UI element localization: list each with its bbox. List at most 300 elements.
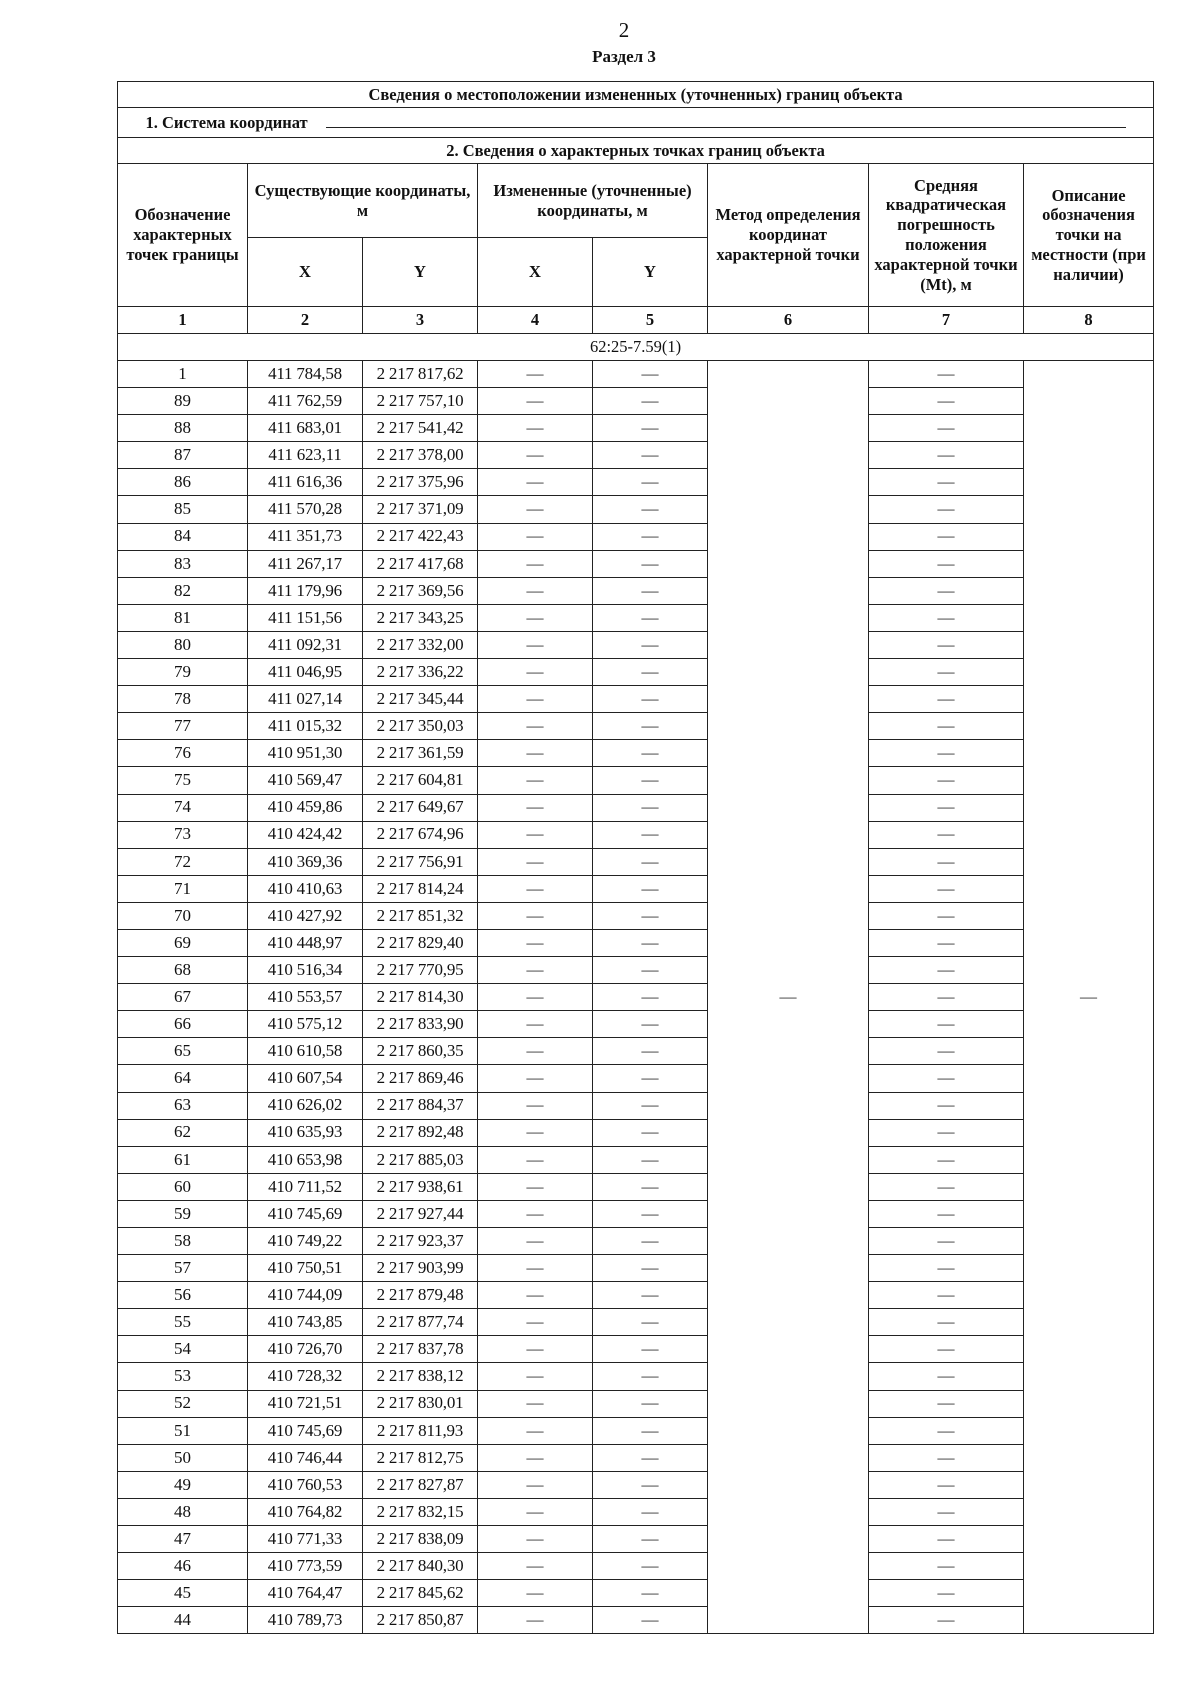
existing-x: 410 569,47	[248, 767, 363, 794]
existing-y: 2 217 371,09	[363, 496, 478, 523]
mean-error-dash: —	[869, 496, 1024, 523]
changed-y-dash: —	[593, 550, 708, 577]
point-number: 53	[118, 1363, 248, 1390]
mean-error-dash: —	[869, 415, 1024, 442]
existing-y: 2 217 336,22	[363, 659, 478, 686]
changed-y-dash: —	[593, 496, 708, 523]
point-number: 82	[118, 577, 248, 604]
existing-y: 2 217 674,96	[363, 821, 478, 848]
changed-x-dash: —	[478, 902, 593, 929]
existing-y: 2 217 343,25	[363, 604, 478, 631]
existing-x: 411 027,14	[248, 686, 363, 713]
existing-y: 2 217 757,10	[363, 388, 478, 415]
existing-x: 410 760,53	[248, 1471, 363, 1498]
mean-error-dash: —	[869, 984, 1024, 1011]
changed-y-dash: —	[593, 1255, 708, 1282]
changed-x-dash: —	[478, 740, 593, 767]
point-number: 80	[118, 631, 248, 658]
table-row	[118, 523, 1154, 550]
table-row	[118, 361, 1154, 388]
mean-error-dash: —	[869, 1065, 1024, 1092]
point-number: 50	[118, 1444, 248, 1471]
changed-y-dash: —	[593, 1526, 708, 1553]
mean-error-dash: —	[869, 1119, 1024, 1146]
point-number: 60	[118, 1173, 248, 1200]
mean-error-dash: —	[869, 550, 1024, 577]
mean-error-dash: —	[869, 902, 1024, 929]
existing-y: 2 217 361,59	[363, 740, 478, 767]
changed-y-dash: —	[593, 1390, 708, 1417]
point-number: 1	[118, 361, 248, 388]
existing-y: 2 217 850,87	[363, 1607, 478, 1634]
existing-y: 2 217 649,67	[363, 794, 478, 821]
point-number: 74	[118, 794, 248, 821]
existing-x: 410 771,33	[248, 1526, 363, 1553]
table-row	[118, 794, 1154, 821]
changed-y-dash: —	[593, 1228, 708, 1255]
changed-x-dash: —	[478, 1553, 593, 1580]
existing-x: 410 750,51	[248, 1255, 363, 1282]
description-dash: —	[1024, 361, 1154, 1634]
table-row	[118, 1336, 1154, 1363]
mean-error-dash: —	[869, 659, 1024, 686]
existing-x: 410 726,70	[248, 1336, 363, 1363]
changed-y-dash: —	[593, 659, 708, 686]
existing-x: 410 369,36	[248, 848, 363, 875]
existing-x: 411 570,28	[248, 496, 363, 523]
changed-y-dash: —	[593, 415, 708, 442]
changed-y-dash: —	[593, 1553, 708, 1580]
table-row	[118, 1498, 1154, 1525]
existing-y: 2 217 885,03	[363, 1146, 478, 1173]
changed-x-dash: —	[478, 1119, 593, 1146]
existing-x: 410 764,47	[248, 1580, 363, 1607]
mean-error-dash: —	[869, 875, 1024, 902]
changed-y-dash: —	[593, 821, 708, 848]
changed-y-dash: —	[593, 848, 708, 875]
changed-y-dash: —	[593, 1580, 708, 1607]
changed-y-dash: —	[593, 577, 708, 604]
column-number-6: 6	[708, 307, 869, 334]
point-number: 83	[118, 550, 248, 577]
changed-y-dash: —	[593, 1282, 708, 1309]
changed-x-dash: —	[478, 875, 593, 902]
existing-x: 411 179,96	[248, 577, 363, 604]
existing-x: 410 653,98	[248, 1146, 363, 1173]
changed-x-dash: —	[478, 713, 593, 740]
existing-y: 2 217 845,62	[363, 1580, 478, 1607]
existing-y: 2 217 833,90	[363, 1011, 478, 1038]
existing-y: 2 217 860,35	[363, 1038, 478, 1065]
existing-x: 410 553,57	[248, 984, 363, 1011]
point-number: 65	[118, 1038, 248, 1065]
mean-error-dash: —	[869, 523, 1024, 550]
mean-error-dash: —	[869, 957, 1024, 984]
point-number: 85	[118, 496, 248, 523]
point-number: 49	[118, 1471, 248, 1498]
changed-y-dash: —	[593, 1011, 708, 1038]
header-changed-x: X	[478, 238, 593, 307]
point-number: 78	[118, 686, 248, 713]
table-row	[118, 1607, 1154, 1634]
changed-x-dash: —	[478, 1092, 593, 1119]
mean-error-dash: —	[869, 1282, 1024, 1309]
changed-x-dash: —	[478, 1065, 593, 1092]
existing-y: 2 217 903,99	[363, 1255, 478, 1282]
point-number: 44	[118, 1607, 248, 1634]
changed-x-dash: —	[478, 984, 593, 1011]
changed-x-dash: —	[478, 1282, 593, 1309]
existing-x: 410 459,86	[248, 794, 363, 821]
table-row	[118, 1553, 1154, 1580]
mean-error-dash: —	[869, 740, 1024, 767]
changed-y-dash: —	[593, 767, 708, 794]
point-number: 75	[118, 767, 248, 794]
changed-y-dash: —	[593, 1065, 708, 1092]
table-row	[118, 1444, 1154, 1471]
existing-y: 2 217 837,78	[363, 1336, 478, 1363]
changed-x-dash: —	[478, 1336, 593, 1363]
table-row	[118, 767, 1154, 794]
point-number: 51	[118, 1417, 248, 1444]
point-number: 63	[118, 1092, 248, 1119]
point-number: 79	[118, 659, 248, 686]
existing-x: 410 721,51	[248, 1390, 363, 1417]
existing-x: 410 764,82	[248, 1498, 363, 1525]
changed-x-dash: —	[478, 1607, 593, 1634]
header-method: Метод определения координат характерной точки	[708, 164, 869, 307]
existing-y: 2 217 814,24	[363, 875, 478, 902]
changed-y-dash: —	[593, 713, 708, 740]
mean-error-dash: —	[869, 1011, 1024, 1038]
point-number: 64	[118, 1065, 248, 1092]
mean-error-dash: —	[869, 1607, 1024, 1634]
mean-error-dash: —	[869, 1228, 1024, 1255]
changed-y-dash: —	[593, 1336, 708, 1363]
table-row	[118, 1038, 1154, 1065]
existing-x: 410 745,69	[248, 1417, 363, 1444]
table-row	[118, 1580, 1154, 1607]
table-row	[118, 1200, 1154, 1227]
changed-y-dash: —	[593, 740, 708, 767]
existing-y: 2 217 345,44	[363, 686, 478, 713]
existing-y: 2 217 350,03	[363, 713, 478, 740]
coordinate-system-row	[118, 108, 1154, 138]
mean-error-dash: —	[869, 767, 1024, 794]
existing-y: 2 217 604,81	[363, 767, 478, 794]
changed-x-dash: —	[478, 1146, 593, 1173]
existing-y: 2 217 811,93	[363, 1417, 478, 1444]
point-number: 56	[118, 1282, 248, 1309]
existing-y: 2 217 332,00	[363, 631, 478, 658]
mean-error-dash: —	[869, 631, 1024, 658]
existing-y: 2 217 927,44	[363, 1200, 478, 1227]
table-row	[118, 631, 1154, 658]
existing-x: 411 092,31	[248, 631, 363, 658]
mean-error-dash: —	[869, 1038, 1024, 1065]
changed-y-dash: —	[593, 686, 708, 713]
table-row	[118, 1146, 1154, 1173]
existing-y: 2 217 923,37	[363, 1228, 478, 1255]
point-number: 73	[118, 821, 248, 848]
changed-y-dash: —	[593, 1309, 708, 1336]
changed-x-dash: —	[478, 442, 593, 469]
table-row	[118, 1363, 1154, 1390]
table-row	[118, 550, 1154, 577]
existing-x: 411 623,11	[248, 442, 363, 469]
existing-x: 411 683,01	[248, 415, 363, 442]
existing-y: 2 217 884,37	[363, 1092, 478, 1119]
mean-error-dash: —	[869, 794, 1024, 821]
changed-x-dash: —	[478, 577, 593, 604]
column-number-7: 7	[869, 307, 1024, 334]
existing-x: 410 744,09	[248, 1282, 363, 1309]
coordinate-system-label: 1. Система координат	[145, 112, 308, 132]
changed-y-dash: —	[593, 523, 708, 550]
existing-y: 2 217 541,42	[363, 415, 478, 442]
changed-x-dash: —	[478, 496, 593, 523]
changed-x-dash: —	[478, 1580, 593, 1607]
existing-x: 410 746,44	[248, 1444, 363, 1471]
changed-x-dash: —	[478, 631, 593, 658]
mean-error-dash: —	[869, 1309, 1024, 1336]
existing-y: 2 217 840,30	[363, 1553, 478, 1580]
mean-error-dash: —	[869, 1444, 1024, 1471]
changed-y-dash: —	[593, 361, 708, 388]
mean-error-dash: —	[869, 713, 1024, 740]
point-number: 86	[118, 469, 248, 496]
table-row	[118, 957, 1154, 984]
existing-y: 2 217 375,96	[363, 469, 478, 496]
table-row	[118, 1390, 1154, 1417]
header-mean-error: Средняя квадратическая погрешность положения характерной точки (Mt), м	[869, 164, 1024, 307]
existing-x: 410 575,12	[248, 1011, 363, 1038]
changed-y-dash: —	[593, 957, 708, 984]
point-number: 46	[118, 1553, 248, 1580]
table-row	[118, 1255, 1154, 1282]
table-row	[118, 469, 1154, 496]
existing-x: 411 046,95	[248, 659, 363, 686]
existing-x: 410 516,34	[248, 957, 363, 984]
changed-x-dash: —	[478, 1363, 593, 1390]
changed-x-dash: —	[478, 469, 593, 496]
existing-x: 410 635,93	[248, 1119, 363, 1146]
existing-y: 2 217 832,15	[363, 1498, 478, 1525]
changed-x-dash: —	[478, 1417, 593, 1444]
table-row	[118, 1011, 1154, 1038]
parcel-label: 62:25-7.59(1)	[118, 334, 1154, 361]
changed-y-dash: —	[593, 875, 708, 902]
changed-x-dash: —	[478, 848, 593, 875]
column-number-3: 3	[363, 307, 478, 334]
table-row	[118, 929, 1154, 956]
changed-x-dash: —	[478, 361, 593, 388]
changed-x-dash: —	[478, 1038, 593, 1065]
point-number: 54	[118, 1336, 248, 1363]
point-number: 76	[118, 740, 248, 767]
changed-y-dash: —	[593, 388, 708, 415]
table-title: Сведения о местоположении измененных (уточненных) границ объекта	[118, 82, 1154, 108]
point-number: 55	[118, 1309, 248, 1336]
point-number: 69	[118, 929, 248, 956]
point-number: 66	[118, 1011, 248, 1038]
changed-x-dash: —	[478, 767, 593, 794]
existing-x: 411 151,56	[248, 604, 363, 631]
mean-error-dash: —	[869, 1498, 1024, 1525]
existing-x: 410 410,63	[248, 875, 363, 902]
changed-x-dash: —	[478, 794, 593, 821]
table-row	[118, 1173, 1154, 1200]
mean-error-dash: —	[869, 929, 1024, 956]
table-row	[118, 1417, 1154, 1444]
existing-y: 2 217 814,30	[363, 984, 478, 1011]
existing-y: 2 217 827,87	[363, 1471, 478, 1498]
changed-y-dash: —	[593, 1038, 708, 1065]
existing-y: 2 217 812,75	[363, 1444, 478, 1471]
mean-error-dash: —	[869, 1417, 1024, 1444]
mean-error-dash: —	[869, 1390, 1024, 1417]
existing-x: 410 448,97	[248, 929, 363, 956]
existing-y: 2 217 838,09	[363, 1526, 478, 1553]
existing-y: 2 217 869,46	[363, 1065, 478, 1092]
existing-x: 410 424,42	[248, 821, 363, 848]
changed-x-dash: —	[478, 1173, 593, 1200]
changed-x-dash: —	[478, 523, 593, 550]
changed-y-dash: —	[593, 442, 708, 469]
point-number: 77	[118, 713, 248, 740]
point-number: 59	[118, 1200, 248, 1227]
changed-x-dash: —	[478, 1011, 593, 1038]
existing-x: 410 749,22	[248, 1228, 363, 1255]
mean-error-dash: —	[869, 686, 1024, 713]
changed-y-dash: —	[593, 929, 708, 956]
table-row	[118, 1309, 1154, 1336]
changed-x-dash: —	[478, 1309, 593, 1336]
point-number: 72	[118, 848, 248, 875]
existing-x: 410 711,52	[248, 1173, 363, 1200]
mean-error-dash: —	[869, 604, 1024, 631]
point-number: 47	[118, 1526, 248, 1553]
existing-y: 2 217 829,40	[363, 929, 478, 956]
boundary-points-table	[117, 81, 1154, 1634]
existing-x: 410 610,58	[248, 1038, 363, 1065]
point-number: 84	[118, 523, 248, 550]
existing-x: 410 607,54	[248, 1065, 363, 1092]
table-row	[118, 442, 1154, 469]
header-existing-x: X	[248, 238, 363, 307]
changed-y-dash: —	[593, 604, 708, 631]
changed-y-dash: —	[593, 1173, 708, 1200]
changed-y-dash: —	[593, 1607, 708, 1634]
changed-x-dash: —	[478, 929, 593, 956]
existing-y: 2 217 417,68	[363, 550, 478, 577]
existing-y: 2 217 369,56	[363, 577, 478, 604]
table-row	[118, 1228, 1154, 1255]
changed-x-dash: —	[478, 388, 593, 415]
mean-error-dash: —	[869, 388, 1024, 415]
existing-x: 411 616,36	[248, 469, 363, 496]
changed-y-dash: —	[593, 1471, 708, 1498]
table-row	[118, 740, 1154, 767]
existing-x: 410 951,30	[248, 740, 363, 767]
table-row	[118, 388, 1154, 415]
existing-y: 2 217 877,74	[363, 1309, 478, 1336]
table-row	[118, 1119, 1154, 1146]
point-number: 61	[118, 1146, 248, 1173]
table-row	[118, 577, 1154, 604]
point-number: 70	[118, 902, 248, 929]
existing-x: 411 015,32	[248, 713, 363, 740]
table-row	[118, 496, 1154, 523]
mean-error-dash: —	[869, 577, 1024, 604]
table-row	[118, 713, 1154, 740]
changed-y-dash: —	[593, 1119, 708, 1146]
table-row	[118, 415, 1154, 442]
header-changed-y: Y	[593, 238, 708, 307]
point-number: 89	[118, 388, 248, 415]
existing-y: 2 217 422,43	[363, 523, 478, 550]
point-number: 45	[118, 1580, 248, 1607]
point-number: 48	[118, 1498, 248, 1525]
existing-y: 2 217 817,62	[363, 361, 478, 388]
existing-x: 411 351,73	[248, 523, 363, 550]
existing-y: 2 217 830,01	[363, 1390, 478, 1417]
coordinate-system-blank-line	[326, 113, 1126, 128]
changed-y-dash: —	[593, 1092, 708, 1119]
changed-y-dash: —	[593, 469, 708, 496]
method-dash: —	[708, 361, 869, 1634]
existing-x: 410 743,85	[248, 1309, 363, 1336]
table-row	[118, 1526, 1154, 1553]
existing-x: 410 745,69	[248, 1200, 363, 1227]
existing-y: 2 217 938,61	[363, 1173, 478, 1200]
column-number-4: 4	[478, 307, 593, 334]
changed-y-dash: —	[593, 1498, 708, 1525]
changed-y-dash: —	[593, 631, 708, 658]
mean-error-dash: —	[869, 1363, 1024, 1390]
mean-error-dash: —	[869, 442, 1024, 469]
point-number: 52	[118, 1390, 248, 1417]
table-row	[118, 902, 1154, 929]
existing-y: 2 217 892,48	[363, 1119, 478, 1146]
existing-y: 2 217 838,12	[363, 1363, 478, 1390]
mean-error-dash: —	[869, 1526, 1024, 1553]
table-row	[118, 821, 1154, 848]
changed-y-dash: —	[593, 794, 708, 821]
table-row	[118, 848, 1154, 875]
point-number: 62	[118, 1119, 248, 1146]
changed-x-dash: —	[478, 1255, 593, 1282]
point-number: 57	[118, 1255, 248, 1282]
changed-y-dash: —	[593, 1200, 708, 1227]
mean-error-dash: —	[869, 1471, 1024, 1498]
point-number: 58	[118, 1228, 248, 1255]
header-point-designation: Обозначение характерных точек границы	[118, 164, 248, 307]
existing-x: 410 789,73	[248, 1607, 363, 1634]
table-row	[118, 1065, 1154, 1092]
mean-error-dash: —	[869, 1580, 1024, 1607]
mean-error-dash: —	[869, 848, 1024, 875]
changed-y-dash: —	[593, 984, 708, 1011]
mean-error-dash: —	[869, 821, 1024, 848]
column-number-8: 8	[1024, 307, 1154, 334]
changed-x-dash: —	[478, 1390, 593, 1417]
column-number-5: 5	[593, 307, 708, 334]
point-number: 71	[118, 875, 248, 902]
changed-x-dash: —	[478, 659, 593, 686]
mean-error-dash: —	[869, 1146, 1024, 1173]
mean-error-dash: —	[869, 1553, 1024, 1580]
